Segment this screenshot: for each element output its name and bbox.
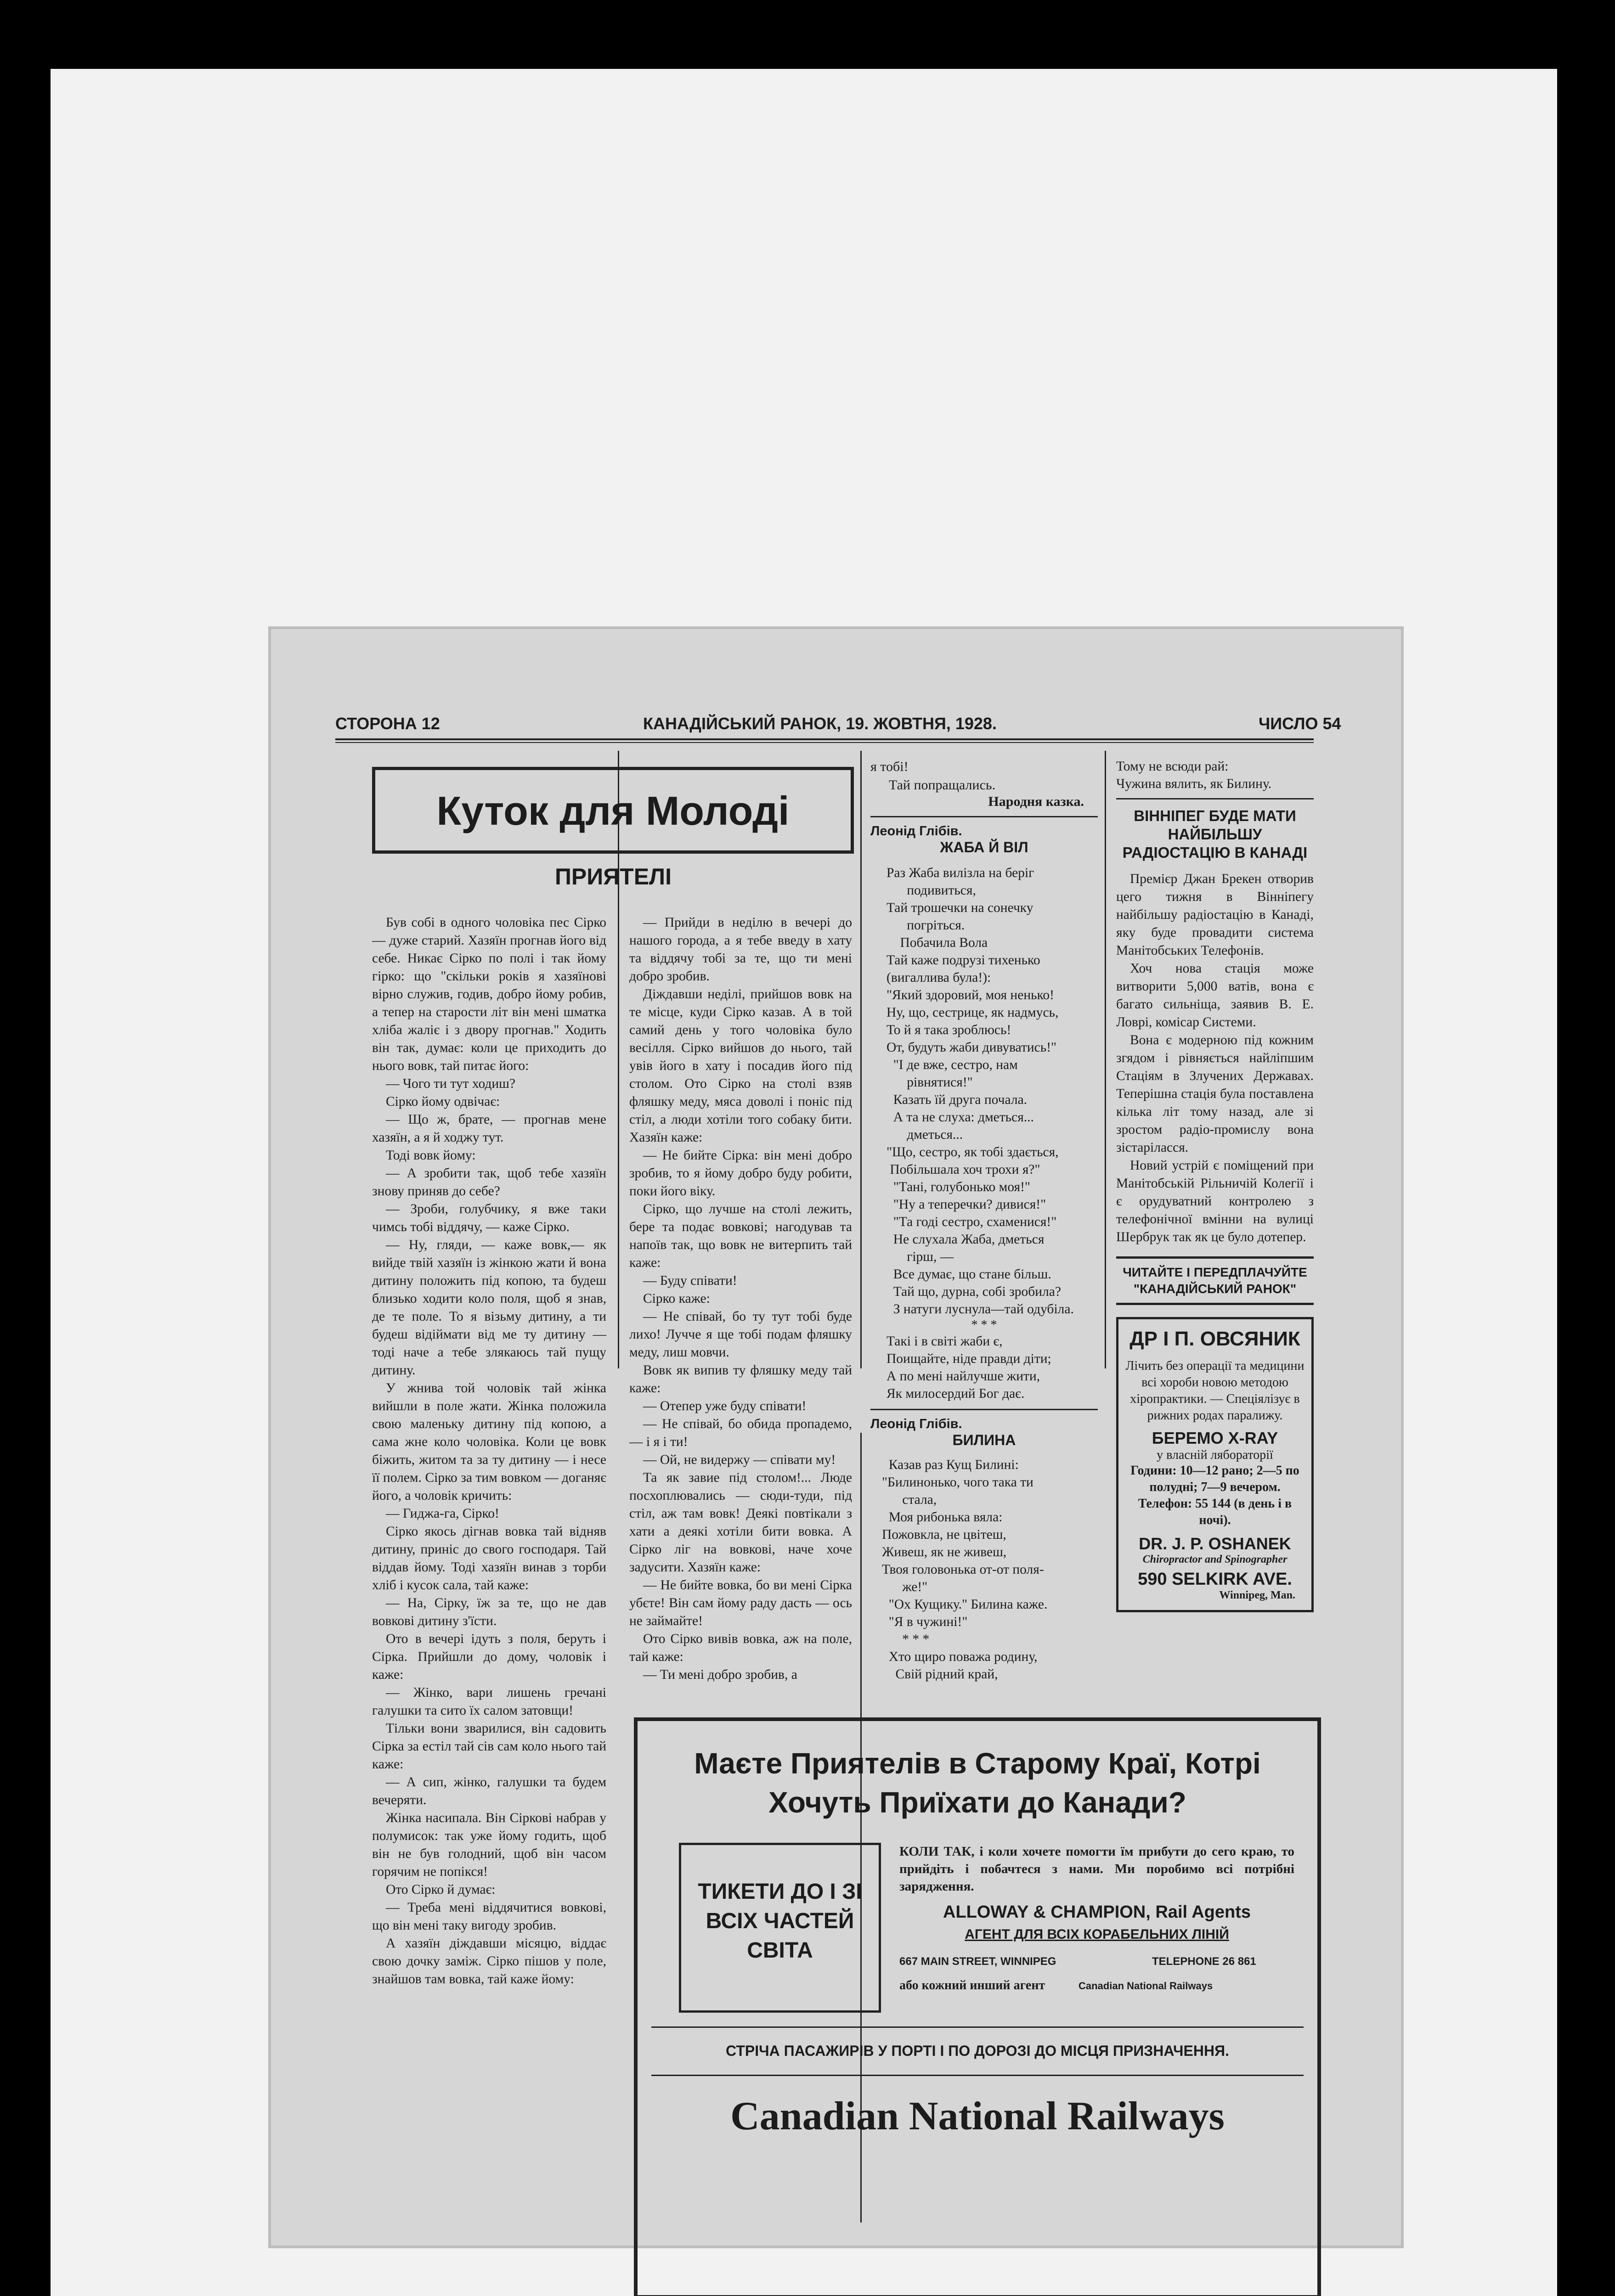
- doctor-role: Chiropractor and Spinographer: [1142, 1553, 1287, 1565]
- poem2-text: Казав раз Кущ Билині: "Билинонько, чого така ти стала, Моя рибонька вяла: Пожовкла, не цвітеш, Живеш, як не живеш, Твоя головонька от-от поля- же!" "Ох Кущику." Билина каже. "Я в чужині!" * * * Хто щиро поважа родину, Свій рідний край,: [882, 1458, 1048, 1682]
- paragraph: — Жінко, вари лишень гречані галушки та сито їх салом затовщи!: [372, 1685, 610, 1718]
- paragraph: Сірко якось дігнав вовка тай відняв дитину, приніс до свого господаря. Тай віддав йому. Тоді хазяїн винав з торби хліб і кусок сала, тай каже:: [372, 1524, 610, 1593]
- header-rule: [335, 738, 1314, 740]
- column-rule: [1105, 751, 1106, 1368]
- column-4: [1116, 758, 1317, 1612]
- rail-agents: ALLOWAY & CHAMPION, Rail Agents: [943, 1902, 1251, 1922]
- doctor-name-ua: ДР І П. ОВСЯНИК: [1129, 1328, 1300, 1350]
- doctor-city: Winnipeg, Man.: [1219, 1589, 1295, 1601]
- office-hours: Години: 10—12 рано; 2—5 по полудні; 7—9 вечером.: [1130, 1463, 1299, 1494]
- column-3: [870, 758, 1098, 1683]
- paragraph: — Чого ти тут ходиш?: [386, 1076, 515, 1091]
- paragraph: — А зробити так, щоб тебе хазяїн знову приняв до себе?: [372, 1166, 610, 1199]
- story-end: я тобі!: [870, 759, 909, 774]
- paragraph: Був собі в одного чоловіка пес Сірко — дуже старий. Хазяїн прогнав його від себе. Никає Сірко по полі і так йому гірко: що "скільки років я хазяїнові вірно служив, годив, добро йому робив, а тепер на старости літ він мені шматка хліба жаліє і з двору прогнав." Ходить він так, думає: коли це приходить до нього вовк, тай питає його:: [372, 915, 610, 1073]
- rail-telephone: TELEPHONE 26 861: [1152, 1955, 1256, 1968]
- paragraph: Тоді вовк йому:: [386, 1148, 476, 1163]
- divider: [1116, 1256, 1314, 1259]
- doctor-phone: Телефон: 55 144 (в день і в ночі).: [1138, 1497, 1292, 1527]
- paragraph: — Не співай, бо обида пропадемо, — і я і ти!: [629, 1417, 856, 1449]
- poem2-end: Тому не всюди рай: Чужина вялить, як Билину.: [1116, 759, 1272, 791]
- paragraph: — Ой, не видержу — співати му!: [643, 1452, 836, 1467]
- poem2-author: Леонід Глібів.: [870, 1417, 962, 1431]
- ticket-text: ТИКЕТИ ДО І ЗІ ВСІХ ЧАСТЕЙ СВІТА: [698, 1880, 862, 1963]
- corner-title: Куток для Молоді: [436, 788, 790, 833]
- xray-headline: БЕРЕМО X-RAY: [1152, 1429, 1278, 1447]
- rail-cnr-small: Canadian National Railways: [1079, 1980, 1213, 1992]
- paragraph: Вовк як випив ту фляшку меду тай каже:: [629, 1363, 856, 1396]
- story-column-1: [372, 914, 610, 1988]
- paragraph: Сірко, що лучше на столі лежить, бере та подає вовкові; нагодував та напоїв так, що вовк не витерпить тай каже:: [629, 1202, 856, 1270]
- paragraph: — Буду співати!: [643, 1273, 737, 1288]
- stars-divider: * * *: [971, 1318, 997, 1332]
- paragraph: Ото Сірко й думає:: [386, 1882, 496, 1897]
- paragraph: — Треба мені віддячитися вовкові, що він мені таку вигоду зробив.: [372, 1900, 610, 1933]
- paragraph: — На, Сірку, їж за те, що не дав вовкові дитину з'їсти.: [372, 1596, 610, 1628]
- column-rule: [860, 751, 862, 1368]
- divider: [651, 2075, 1304, 2076]
- paragraph: — Не співай, бо ту тут тобі буде лихо! Лучче я ще тобі подам фляшку меду, лиш мовчи.: [629, 1309, 856, 1360]
- subscribe-promo: ЧИТАЙТЕ І ПЕРЕДПЛАЧУЙТЕ "КАНАДІЙСЬКИЙ РАНОК": [1123, 1265, 1307, 1296]
- paragraph: — Зроби, голубчику, я вже таки чимсь тобі віддячу, — каже Сірко.: [372, 1202, 610, 1234]
- rail-headline-2: Хочуть Приїхати до Канади?: [768, 1786, 1186, 1819]
- newspaper-name-date: КАНАДІЙСЬКИЙ РАНОК, 19. ЖОВТНЯ, 1928.: [643, 714, 997, 733]
- paragraph: Сірко каже:: [643, 1291, 710, 1306]
- newspaper-page: [271, 629, 1401, 2245]
- poem1-title: ЖАБА Й ВІЛ: [940, 839, 1028, 855]
- page-number: СТОРОНА 12: [335, 714, 440, 733]
- rail-text: КОЛИ ТАК, і коли хочете помогти їм прибути до сего краю, то прийдіть і побачтеся з нами. Ми поробимо всі потрібні зарядження.: [899, 1844, 1294, 1894]
- paragraph: — Не бийте Сірка: він мені добро зробив, то я йому добро буду робити, поки його віку.: [629, 1148, 856, 1199]
- paragraph: А хазяїн діждавши місяцю, віддає свою дочку заміж. Сірко пішов у поле, знайшов там вовка, тай каже йому:: [372, 1936, 610, 1986]
- divider: [1116, 798, 1314, 799]
- doctor-description: Лічить без операції та медицини всі хороби новою методою хіропрактики. — Спеціялізує в рижних родах паралижу.: [1125, 1359, 1304, 1423]
- doctor-address: 590 SELKIRK AVE.: [1138, 1570, 1292, 1589]
- paragraph: — Прийди в неділю в вечері до нашого города, а я тебе введу в хату та віддячу тобі за те, що ти мені добро зробив.: [629, 915, 856, 984]
- rail-meet-note: СТРІЧА ПАСАЖИРІВ У ПОРТІ І ПО ДОРОЗІ ДО МІСЦЯ ПРИЗНАЧЕННЯ.: [726, 2043, 1229, 2059]
- paragraph: — Ти мені добро зробив, а: [643, 1667, 797, 1682]
- paragraph: — Що ж, брате, — прогнав мене хазяїн, а я й ходжу тут.: [372, 1112, 610, 1145]
- paragraph: Діждавши неділі, прийшов вовк на те місце, куди Сірко казав. А в той самий день у того чоловіка було весілля. Сірко вийшов до нього, тай увів його в хату і посадив його під столом. Ото Сірко на столі взяв фляшку меду, мяса доволі і поніс під стіл, а люди хотіли того собаку бити. Хазяїн каже:: [629, 987, 856, 1145]
- paragraph: Вона є модерною під кожним згядом і рівняється найліпшим Стаціям в Злучених Державах. Теперішна стація була поставлена кілька літ тому назад, але зі зростом радіо-промислу вона зістаріласся.: [1116, 1033, 1317, 1155]
- railway-ad: [634, 1717, 1321, 2296]
- lab-note: у власній лябораторії: [1157, 1448, 1273, 1462]
- story-end-2: Тай попращались.: [889, 777, 996, 793]
- paragraph: Жінка насипала. Він Сіркові набрав у полумисок: так уже йому годить, щоб він не був голодний, щоб він часом горячим не попікся!: [372, 1811, 610, 1879]
- divider: [1116, 1303, 1314, 1305]
- poem2-title: БИЛИНА: [952, 1432, 1016, 1448]
- ticket-box: [679, 1843, 881, 2013]
- rail-other-agent: або кожний инший агент: [899, 1978, 1045, 1992]
- story-title: ПРИЯТЕЛІ: [554, 864, 672, 889]
- paragraph: — А сип, жінко, галушки та будем вечеряти.: [372, 1775, 610, 1807]
- paragraph: Сірко йому одвічає:: [386, 1094, 500, 1109]
- issue-number: ЧИСЛО 54: [1259, 714, 1341, 733]
- paragraph: — Отепер уже буду співати!: [643, 1399, 807, 1413]
- poem1-author: Леонід Глібів.: [870, 824, 962, 838]
- doctor-name-en: DR. J. P. OSHANEK: [1139, 1534, 1291, 1553]
- paragraph: — Гиджа-га, Сірко!: [386, 1506, 499, 1521]
- radio-article: [1116, 870, 1317, 1246]
- doctor-ad: [1116, 1317, 1314, 1612]
- rail-headline-1: Маєте Приятелів в Старому Краї, Котрі: [694, 1747, 1261, 1780]
- paragraph: Хоч нова стація може витворити 5,000 ватів, вона є багато сильніща, заявив В. Е. Ловрі, комісар Системи.: [1116, 961, 1317, 1030]
- divider: [870, 1409, 1098, 1410]
- corner-title-box: [372, 767, 854, 854]
- divider: [651, 2026, 1304, 2028]
- story-column-2: [629, 914, 856, 1684]
- story-source: Народня казка.: [988, 794, 1084, 809]
- radio-headline: ВІННІПЕГ БУДЕ МАТИ НАЙБІЛЬШУ РАДІОСТАЦІЮ В КАНАДІ: [1122, 807, 1308, 861]
- paragraph: — Ну, гляди, — каже вовк,— як вийде твій хазяїн із жінкою жати й вона дитину положить під копою, та будеш близько ходити коло поля, щоб я знав, де те поле. То я візьму дитину, а ти будеш відіймати від ме ту дитину — тоді наче а тебе злякаюсь тай пущу дитину.: [372, 1238, 610, 1378]
- divider: [870, 816, 1098, 817]
- poem1-moral: Такі і в світі жаби є, Поищайте, ніде правди діти; А по мені найлучше жити, Як милосердий Бог дає.: [887, 1334, 1051, 1401]
- paragraph: Новий устрій є поміщений при Манітобській Рільничій Колегії і є орудуватний контролею з телефонічної вмінни на вулиці Шербрук так як це було дотепер.: [1116, 1158, 1317, 1244]
- rail-street: 667 MAIN STREET, WINNIPEG: [899, 1955, 1056, 1968]
- header-rule-thin: [335, 742, 1314, 743]
- rail-agent-sub: АГЕНТ ДЛЯ ВСІХ КОРАБЕЛЬНИХ ЛІНІЙ: [965, 1927, 1229, 1942]
- poem1-text: Раз Жаба вилізла на беріг подивиться, Тай трошечки на сонечку погріться. Побачила Вола Тай каже подрузі тихенько (вигаллива була!): "Який здоровий, моя ненько! Ну, що, сестрице, як надмусь, То й я така зроблюсь! От, будуть жаби дивуватись!" "І де вже, сестро, нам рівнятися!" Казать їй друга почала. А та не слуха: дметься... дметься... "Що, сестро, як тобі здається, Побільшала хоч трохи я?" "Тані, голубонько моя!" "Ну а теперечки? дивися!" "Та годі сестро, схаменися!" Не слухала Жаба, дметься гірш, — Все думає, що стане більш. Тай що, дурна, собі зробила? З натуги луснула—тай одубіла.: [887, 866, 1074, 1317]
- paragraph: Премієр Джан Брекен отворив цего тижня в Вінніпегу найбільшу радіостацію в Канаді, яку буде провадити система Манітобських Телефонів.: [1116, 872, 1317, 958]
- paragraph: Ото в вечері ідуть з поля, беруть і Сірка. Прийшли до дому, чоловік і каже:: [372, 1632, 610, 1682]
- paragraph: Ото Сірко вивів вовка, аж на поле, тай каже:: [629, 1632, 856, 1664]
- paragraph: Та як завие під столом!... Люде посхоплювались — сюди-туди, під стіл, аж там вовк! Деякі повтікали з хати а деякі хотіли бити вовка. А Сірко ліг на вовкові, наче хоче задусити. Хазяїн каже:: [629, 1470, 856, 1575]
- paragraph: У жнива той чоловік тай жінка вийшли в поле жати. Жінка положила свою маленьку дитину під копою, а сама жне коло чоловіка. Коли це вовк біжить, житом та за ту дитину — і несе її полем. Сірко за тим вовком — доганяє його, а чоловік кричить:: [372, 1381, 610, 1503]
- paragraph: — Не бийте вовка, бо ви мені Сірка убєте! Він сам йому раду дасть — ось не займайте!: [629, 1578, 856, 1628]
- cnr-logo-text: Canadian National Railways: [730, 2094, 1225, 2138]
- paragraph: Тільки вони зварилися, він садовить Сірка за естіл тай сів сам коло нього тай каже:: [372, 1721, 610, 1772]
